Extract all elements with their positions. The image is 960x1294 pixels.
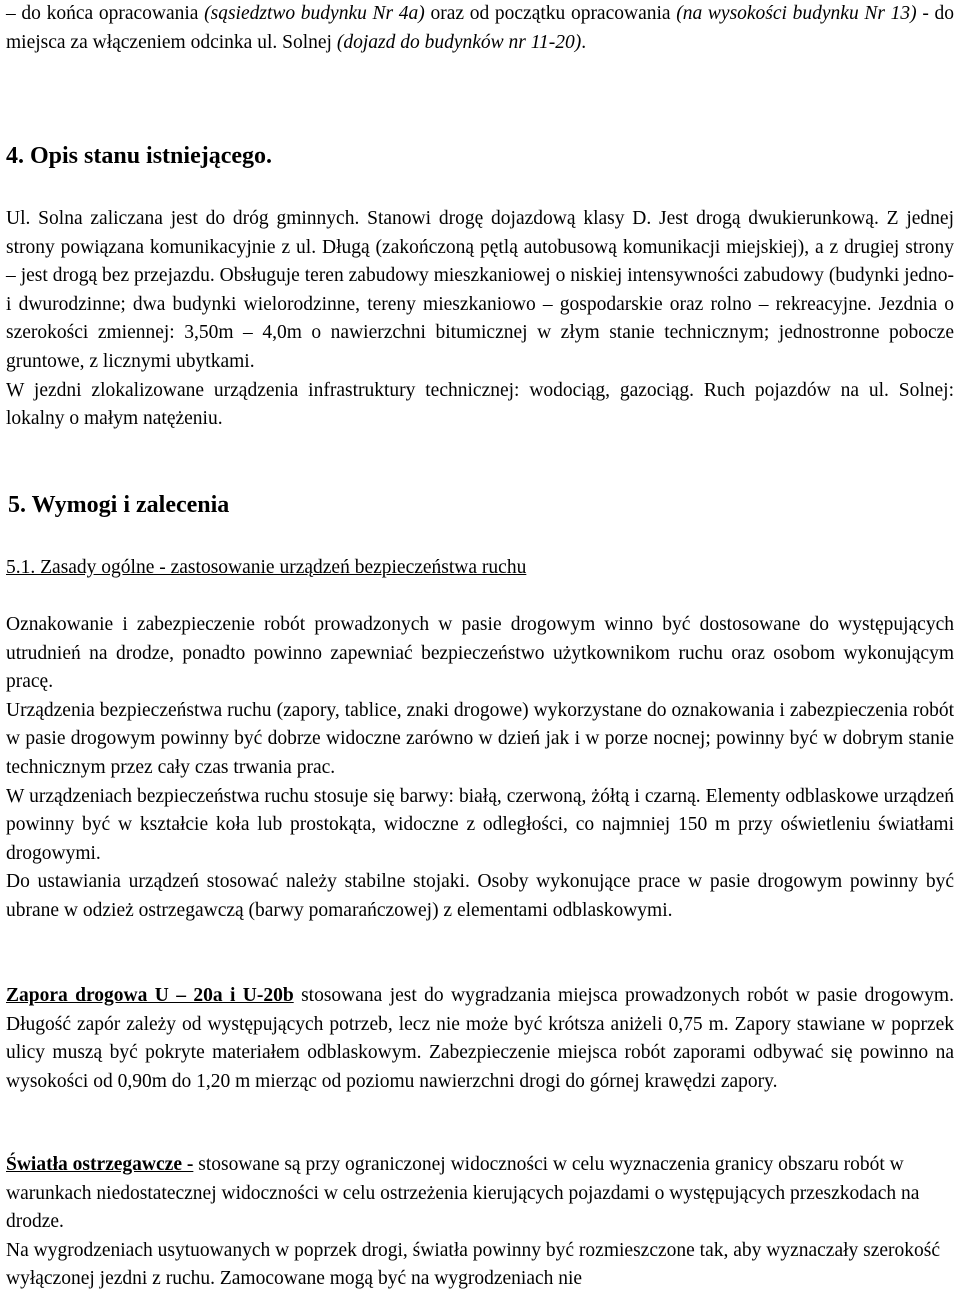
subsection-5-1 (6, 554, 954, 583)
zapora-paragraph (6, 982, 954, 1096)
section-4-heading: 4. Opis stanu istniejącego. (6, 143, 273, 169)
intro-text: – do końca opracowania (sąsiedztwo budynku Nr 4a) oraz od początku opracowania (na wysokości budynku Nr 13) - do miejsca za włączeniem odcinka ul. Solnej (dojazd do budynków nr 11-20). (6, 3, 954, 53)
swiatla-text: Światła ostrzegawcze - stosowane są przy ograniczonej widoczności w celu wyznaczenia granicy obszaru robót w warunkach niedostatecznej widoczności w celu ostrzeżenia kierujących pojazdami o występujących przeszkodach na drodze. (6, 1154, 920, 1233)
intro-paragraph (6, 0, 954, 57)
section-4-paragraph-1: Ul. Solna zaliczana jest do dróg gminnych. Stanowi drogę dojazdową klasy D. Jest drogą dwukierunkową. Z jednej strony powiązana komunikacyjnie z ul. Długą (zakończoną pętlą autobusową komunikacji miejskiej), a z drugiej strony – jest drogą bez przejazdu. Obsługuje teren zabudowy mieszkaniowej o niskiej intensywności zabudowy (budynki jedno- i dwurodzinne; dwa budynki wielorodzinne, tereny mieszkaniowo – gospodarskie oraz rolno – rekreacyjne. Jezdnia o szerokości zmiennej: 3,50m – 4,0m o nawierzchni bitumicznej w złym stanie technicznym; jednostronne pobocze gruntowe, z licznymi ubytkami. (6, 208, 954, 372)
section-5-heading: 5. Wymogi i zalecenia (8, 492, 230, 518)
swiatla-text-2: Na wygrodzeniach usytuowanych w poprzek drogi, światła powinny być rozmieszczone tak, aby wyznaczały szerokość wyłączonej jezdni z ruchu. Zamocowane mogą być na wygrodzeniach nie (6, 1239, 941, 1290)
section-4-paragraph-2: W jezdni zlokalizowane urządzenia infrastruktury technicznej: wodociąg, gazociąg. Ruch pojazdów na ul. Solnej: lokalny o małym natężeniu. (6, 379, 954, 430)
section-5-paragraph-4: Do ustawiania urządzeń stosować należy stabilne stojaki. Osoby wykonujące prace w pasie drogowym powinny być ubrane w odzież ostrzegawczą (barwy pomarańczowej) z elementami odblaskowymi. (6, 871, 954, 921)
section-5-paragraph-2: Urządzenia bezpieczeństwa ruchu (zapory, tablice, znaki drogowe) wykorzystane do oznakowania i zabezpieczenia robót w pasie drogowym powinny być dobrze widoczne zarówno w dzień jak i w porze nocnej; powinny być w dobrym stanie technicznym przez cały czas trwania prac. (6, 699, 954, 778)
section-5-paragraph-1: Oznakowanie i zabezpieczenie robót prowadzonych w pasie drogowym winno być dostosowane do występujących utrudnień na drodze, ponadto powinno zapewniać bezpieczeństwo użytkownikom ruchu oraz osobom wykonującym pracę. (6, 614, 954, 693)
section-4-body (6, 205, 954, 434)
swiatla-term: Światła ostrzegawcze - (6, 1154, 194, 1175)
zapora-text: Zapora drogowa U – 20a i U-20b stosowana jest do wygradzania miejsca prowadzonych robót w pasie drogowym. Długość zapór zależy od występujących potrzeb, lecz nie może być krótsza aniżeli 0,75 m. Zapory stawiane w poprzek ulicy muszą być pokryte materiałem odblaskowym. Zabezpieczenie miejsca robót zaporami odbywać się powinno na wysokości od 0,90m do 1,20 m mierząc od poziomu nawierzchni drogi do górnej krawędzi zapory. (6, 985, 954, 1092)
section-5-paragraph-3: W urządzeniach bezpieczeństwa ruchu stosuje się barwy: białą, czerwoną, żółtą i czarną. Elementy odblaskowe urządzeń powinny być w kształcie koła lub prostokąta, widoczne z odległości, co najmniej 150 m przy oświetleniu światłami drogowymi. (6, 785, 954, 864)
swiatla-paragraph (6, 1151, 954, 1294)
subsection-5-1-heading: 5.1. Zasady ogólne - zastosowanie urządzeń bezpieczeństwa ruchu (6, 557, 527, 578)
zapora-term: Zapora drogowa U – 20a i U-20b (6, 985, 294, 1006)
section-5-body (6, 611, 954, 926)
